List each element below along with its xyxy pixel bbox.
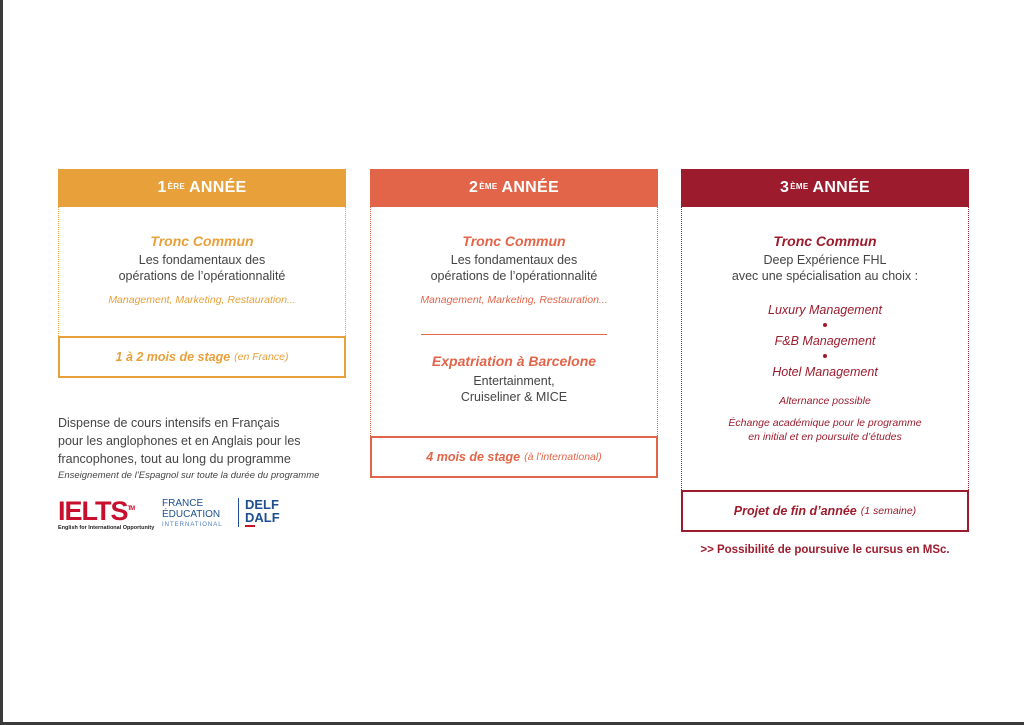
dalf-text: DALF: [245, 510, 280, 525]
dispense-line2: pour les anglophones et en Anglais pour les: [58, 434, 301, 448]
year3-bullet-dot: [823, 354, 827, 358]
year2-header-sup: ÈME: [479, 181, 498, 191]
certification-logos: [58, 496, 280, 536]
year2-stage-note: (à l’international): [524, 451, 602, 463]
year3-projet-main: Projet de fin d’année: [733, 504, 857, 518]
year2-tc-subjects: Management, Marketing, Restauration...: [420, 294, 608, 306]
fei-line1: FRANCE: [162, 498, 204, 509]
fei-line3: INTERNATIONAL: [162, 522, 223, 528]
year3-spec-fb: F&B Management: [774, 334, 876, 348]
year2-header-number: 2: [469, 179, 479, 196]
year2-column: [370, 169, 658, 478]
year1-stage-box: [58, 336, 346, 378]
year1-tc-line1: Les fondamentaux des: [138, 253, 266, 267]
ielts-logo-text: IELTS: [58, 496, 128, 526]
ielts-tagline: English for International Opportunity: [58, 525, 155, 531]
year3-header-sup: ÈME: [790, 181, 809, 191]
year3-tc-line1: Deep Expérience FHL: [763, 253, 887, 267]
year1-header-word: ANNÉE: [189, 179, 247, 196]
year2-divider: [421, 334, 607, 335]
msc-continuation-note: >> Possibilité de poursuive le cursus en MSc.: [700, 544, 950, 556]
delf-text: DELF: [245, 497, 279, 512]
year2-header: [370, 169, 658, 207]
year3-column: [681, 169, 969, 532]
year3-tronc-commun-title: Tronc Commun: [773, 233, 877, 249]
year1-header: [58, 169, 346, 207]
year2-tc-line2: opérations de l’opérationnalité: [430, 269, 598, 283]
year1-stage-note: (en France): [234, 351, 289, 363]
dispense-line3: francophones, tout au long du programme: [58, 452, 291, 466]
year3-projet-box: [681, 490, 969, 532]
year3-projet-note: (1 semaine): [860, 505, 917, 517]
year3-bullet-dot: [823, 323, 827, 327]
year3-spec-hotel: Hotel Management: [772, 365, 878, 379]
year1-tc-line2: opérations de l’opérationnalité: [118, 269, 286, 283]
frame-left-border: [0, 0, 3, 725]
year2-expat-line1: Entertainment,: [473, 374, 555, 388]
year1-stage-main: 1 à 2 mois de stage: [115, 350, 231, 364]
year3-body: [681, 207, 969, 490]
year2-body: [370, 207, 658, 436]
fei-line2: ÉDUCATION: [162, 509, 221, 520]
year3-tc-line2: avec une spécialisation au choix :: [731, 269, 919, 283]
year1-header-number: 1: [157, 179, 167, 196]
delf-red-bar: [245, 525, 255, 527]
year1-header-sup: ÈRE: [167, 181, 186, 191]
year2-expat-line2: Cruiseliner & MICE: [460, 390, 568, 404]
year2-stage-box: [370, 436, 658, 478]
year1-column: [58, 169, 346, 378]
ielts-tm: TM: [127, 506, 135, 512]
year1-body: [58, 207, 346, 336]
delf-dalf-logo: [238, 498, 280, 527]
year2-stage-main: 4 mois de stage: [426, 450, 521, 464]
year2-tc-line1: Les fondamentaux des: [450, 253, 578, 267]
france-education-international-logo: [162, 498, 236, 531]
year1-tc-subjects: Management, Marketing, Restauration...: [108, 294, 296, 306]
year3-echange-line1: Échange académique pour le programme: [728, 417, 922, 429]
year3-header-word: ANNÉE: [812, 179, 870, 196]
dispense-text-block: [58, 414, 348, 482]
year3-header: [681, 169, 969, 207]
year3-alternance: Alternance possible: [779, 395, 871, 407]
year3-echange-line2: en initial et en poursuite d’études: [748, 431, 902, 443]
year3-spec-luxury: Luxury Management: [768, 303, 882, 317]
year2-expatriation-title: Expatriation à Barcelone: [431, 353, 597, 369]
ielts-logo: [58, 496, 155, 531]
year2-header-word: ANNÉE: [501, 179, 559, 196]
year1-tronc-commun-title: Tronc Commun: [150, 233, 254, 249]
dispense-espagnol-note: Enseignement de l’Espagnol sur toute la durée du programme: [58, 470, 320, 481]
year3-header-number: 3: [780, 179, 790, 196]
dispense-line1: Dispense de cours intensifs en Français: [58, 416, 280, 430]
year2-tronc-commun-title: Tronc Commun: [462, 233, 566, 249]
